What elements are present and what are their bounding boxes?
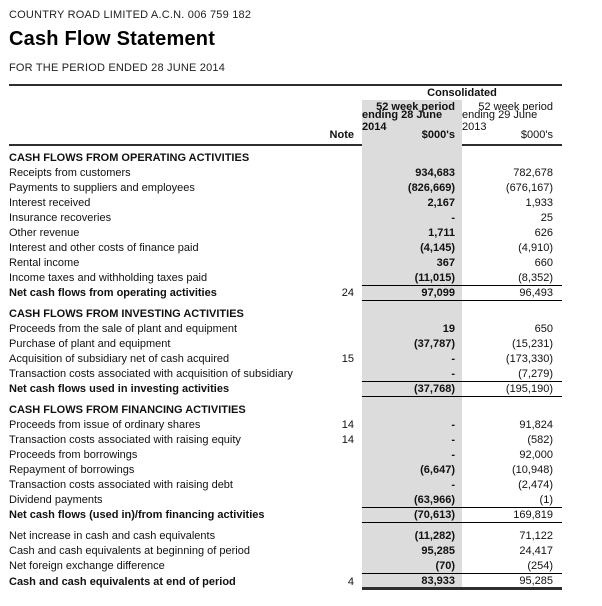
column-header-2013-units: $000's bbox=[520, 129, 553, 141]
table-body bbox=[9, 100, 562, 590]
table-row bbox=[9, 351, 562, 366]
value-2013-cell bbox=[462, 402, 562, 417]
row-label: Transaction costs associated with raising equity bbox=[9, 433, 241, 446]
note-cell bbox=[324, 558, 354, 573]
value-2014-cell: (37,768) bbox=[362, 381, 462, 397]
value-2013-cell: 24,417 bbox=[519, 544, 553, 557]
value-2014-cell: 2,167 bbox=[427, 196, 455, 209]
value-2014-cell: 19 bbox=[442, 322, 455, 335]
spacer bbox=[354, 477, 362, 492]
value-2014-cell: 367 bbox=[436, 256, 455, 269]
document-header bbox=[0, 0, 602, 74]
note-cell bbox=[324, 240, 354, 255]
value-2013-cell: (1) bbox=[539, 493, 553, 506]
value-2014-cell: - bbox=[451, 478, 455, 491]
row-label: Net increase in cash and cash equivalents bbox=[9, 529, 216, 542]
value-2014-cell: - bbox=[451, 433, 455, 446]
page-title: Cash Flow Statement bbox=[9, 28, 216, 50]
row-label: Dividend payments bbox=[9, 493, 103, 506]
section-header-row bbox=[9, 402, 562, 417]
value-2014-cell: (63,966) bbox=[414, 493, 455, 506]
note-cell bbox=[324, 225, 354, 240]
spacer bbox=[354, 492, 362, 507]
value-2013-cell: (195,190) bbox=[462, 381, 562, 397]
spacer bbox=[354, 180, 362, 195]
section-header-row bbox=[9, 150, 562, 165]
note-cell bbox=[324, 507, 354, 523]
spacer bbox=[354, 417, 362, 432]
row-label: CASH FLOWS FROM OPERATING ACTIVITIES bbox=[9, 151, 250, 164]
column-header-line3 bbox=[9, 128, 562, 142]
value-2014-cell: (11,282) bbox=[414, 529, 455, 542]
note-cell bbox=[324, 180, 354, 195]
value-2014-cell: (11,015) bbox=[414, 271, 455, 284]
spacer bbox=[354, 573, 362, 590]
spacer bbox=[354, 462, 362, 477]
spacer bbox=[354, 366, 362, 381]
note-cell bbox=[324, 462, 354, 477]
value-2013-cell: 626 bbox=[534, 226, 553, 239]
spacer bbox=[354, 381, 362, 397]
value-2014-cell: (6,647) bbox=[420, 463, 455, 476]
row-label: Repayment of borrowings bbox=[9, 463, 135, 476]
value-2013-cell: (15,231) bbox=[512, 337, 553, 350]
spacer bbox=[354, 255, 362, 270]
spacer bbox=[354, 285, 362, 301]
table-row bbox=[9, 336, 562, 351]
value-2014-cell: 97,099 bbox=[362, 285, 462, 301]
spacer bbox=[354, 336, 362, 351]
value-2013-cell: 71,122 bbox=[519, 529, 553, 542]
value-2014-cell: (4,145) bbox=[420, 241, 455, 254]
column-header-line2 bbox=[9, 109, 562, 133]
value-2014-cell: - bbox=[451, 211, 455, 224]
table-row bbox=[9, 492, 562, 507]
value-2014-cell: - bbox=[451, 418, 455, 431]
row-label: Insurance recoveries bbox=[9, 211, 112, 224]
value-2013-cell: 1,933 bbox=[525, 196, 553, 209]
note-cell bbox=[324, 477, 354, 492]
period-subtitle: FOR THE PERIOD ENDED 28 JUNE 2014 bbox=[9, 62, 226, 74]
subtotal-row bbox=[9, 507, 562, 523]
column-header-2014-units: $000's bbox=[421, 129, 455, 141]
table-row bbox=[9, 417, 562, 432]
value-2013-cell: (173,330) bbox=[505, 352, 553, 365]
spacer bbox=[354, 432, 362, 447]
note-cell bbox=[324, 306, 354, 321]
row-label: Cash and cash equivalents at end of period bbox=[9, 575, 236, 588]
subtotal-row bbox=[9, 381, 562, 397]
row-label: Net cash flows from operating activities bbox=[9, 287, 217, 299]
note-cell bbox=[324, 447, 354, 462]
spacer bbox=[354, 195, 362, 210]
section-header-row bbox=[9, 306, 562, 321]
note-cell bbox=[324, 150, 354, 165]
spacer bbox=[354, 321, 362, 336]
row-label: CASH FLOWS FROM FINANCING ACTIVITIES bbox=[9, 403, 246, 416]
note-column-header: Note bbox=[329, 129, 354, 141]
value-2013-cell: (676,167) bbox=[505, 181, 553, 194]
spacer bbox=[354, 507, 362, 523]
row-label: Net cash flows used in investing activities bbox=[9, 383, 230, 395]
spacer bbox=[354, 543, 362, 558]
value-2014-cell bbox=[362, 306, 462, 321]
column-header-2013-date: ending 29 June 2013 bbox=[462, 109, 538, 133]
row-label: Interest and other costs of finance paid bbox=[9, 241, 199, 254]
row-label: Acquisition of subsidiary net of cash acquired bbox=[9, 352, 230, 365]
note-cell: 15 bbox=[341, 352, 354, 365]
table-row bbox=[9, 195, 562, 210]
note-cell: 14 bbox=[341, 418, 354, 431]
note-cell: 14 bbox=[341, 433, 354, 446]
spacer bbox=[354, 150, 362, 165]
table-row bbox=[9, 225, 562, 240]
value-2014-cell: 1,711 bbox=[428, 226, 455, 239]
cash-flow-table bbox=[9, 84, 562, 590]
value-2014-cell bbox=[362, 402, 462, 417]
spacer bbox=[354, 165, 362, 180]
value-2013-cell: 660 bbox=[534, 256, 553, 269]
table-row bbox=[9, 528, 562, 543]
row-label: Other revenue bbox=[9, 226, 80, 239]
value-2014-cell: 934,683 bbox=[415, 166, 455, 179]
table-row bbox=[9, 432, 562, 447]
note-cell bbox=[324, 336, 354, 351]
note-cell bbox=[324, 381, 354, 397]
row-label: Transaction costs associated with raising debt bbox=[9, 478, 233, 491]
value-2013-cell: (582) bbox=[527, 433, 553, 446]
row-label: Proceeds from issue of ordinary shares bbox=[9, 418, 201, 431]
table-rows bbox=[9, 146, 562, 590]
consolidated-group-header bbox=[9, 86, 562, 100]
consolidated-label: Consolidated bbox=[427, 87, 497, 99]
spacer bbox=[354, 528, 362, 543]
table-row bbox=[9, 165, 562, 180]
note-cell bbox=[324, 321, 354, 336]
row-label: Proceeds from borrowings bbox=[9, 448, 138, 461]
value-2014-cell: (70,613) bbox=[362, 507, 462, 523]
column-header-2014: 52 week period bbox=[376, 101, 455, 113]
value-2014-cell: (826,669) bbox=[407, 181, 455, 194]
column-headers bbox=[9, 100, 562, 146]
table-row bbox=[9, 270, 562, 285]
value-2013-cell: (10,948) bbox=[512, 463, 553, 476]
total-row bbox=[9, 573, 562, 590]
row-label: Net cash flows (used in)/from financing activities bbox=[9, 509, 265, 521]
note-cell bbox=[324, 210, 354, 225]
value-2014-cell: - bbox=[451, 367, 455, 380]
value-2013-cell bbox=[462, 150, 562, 165]
column-header-2013: 52 week period bbox=[478, 101, 553, 113]
note-cell bbox=[324, 366, 354, 381]
value-2013-cell: 96,493 bbox=[462, 285, 562, 301]
note-cell bbox=[324, 402, 354, 417]
row-label: Transaction costs associated with acquisition of subsidiary bbox=[9, 367, 293, 380]
spacer bbox=[354, 558, 362, 573]
note-cell: 24 bbox=[341, 287, 354, 299]
spacer bbox=[354, 240, 362, 255]
spacer bbox=[354, 447, 362, 462]
column-header-2014-date: ending 28 June 2014 bbox=[362, 109, 443, 133]
row-label: Purchase of plant and equipment bbox=[9, 337, 171, 350]
spacer bbox=[354, 210, 362, 225]
value-2013-cell: (7,279) bbox=[518, 367, 553, 380]
note-cell: 4 bbox=[347, 575, 354, 588]
value-2014-cell: 83,933 bbox=[362, 573, 462, 590]
table-row bbox=[9, 180, 562, 195]
value-2014-cell bbox=[362, 150, 462, 165]
value-2013-cell: 650 bbox=[534, 322, 553, 335]
note-cell bbox=[324, 528, 354, 543]
table-row bbox=[9, 447, 562, 462]
note-cell bbox=[324, 165, 354, 180]
row-label: Interest received bbox=[9, 196, 91, 209]
row-label: CASH FLOWS FROM INVESTING ACTIVITIES bbox=[9, 307, 244, 320]
value-2013-cell: 25 bbox=[540, 211, 553, 224]
value-2013-cell bbox=[462, 306, 562, 321]
subtotal-row bbox=[9, 285, 562, 301]
value-2013-cell: 95,285 bbox=[462, 573, 562, 590]
row-label: Cash and cash equivalents at beginning of period bbox=[9, 544, 250, 557]
row-label: Receipts from customers bbox=[9, 166, 131, 179]
value-2013-cell: (254) bbox=[527, 559, 553, 572]
table-row bbox=[9, 210, 562, 225]
spacer bbox=[354, 402, 362, 417]
note-cell bbox=[324, 195, 354, 210]
table-row bbox=[9, 558, 562, 573]
value-2014-cell: - bbox=[451, 448, 455, 461]
spacer bbox=[354, 351, 362, 366]
table-row bbox=[9, 321, 562, 336]
table-row bbox=[9, 240, 562, 255]
value-2013-cell: (8,352) bbox=[518, 271, 553, 284]
value-2013-cell: (4,910) bbox=[518, 241, 553, 254]
note-cell bbox=[324, 270, 354, 285]
company-name: COUNTRY ROAD LIMITED A.C.N. 006 759 182 bbox=[9, 9, 252, 21]
value-2013-cell: (2,474) bbox=[518, 478, 553, 491]
table-row bbox=[9, 477, 562, 492]
value-2013-cell: 92,000 bbox=[519, 448, 553, 461]
table-row bbox=[9, 462, 562, 477]
spacer bbox=[354, 270, 362, 285]
table-row bbox=[9, 255, 562, 270]
value-2014-cell: (37,787) bbox=[414, 337, 455, 350]
value-2014-cell: 95,285 bbox=[421, 544, 455, 557]
value-2013-cell: 169,819 bbox=[462, 507, 562, 523]
row-label: Proceeds from the sale of plant and equipment bbox=[9, 322, 238, 335]
row-label: Rental income bbox=[9, 256, 80, 269]
row-label: Income taxes and withholding taxes paid bbox=[9, 271, 208, 284]
note-cell bbox=[324, 543, 354, 558]
table-row bbox=[9, 366, 562, 381]
note-cell bbox=[324, 255, 354, 270]
row-label: Net foreign exchange difference bbox=[9, 559, 165, 572]
value-2014-cell: (70) bbox=[435, 559, 455, 572]
note-cell bbox=[324, 492, 354, 507]
spacer bbox=[354, 306, 362, 321]
spacer bbox=[354, 225, 362, 240]
table-row bbox=[9, 543, 562, 558]
value-2013-cell: 782,678 bbox=[513, 166, 553, 179]
value-2014-cell: - bbox=[451, 352, 455, 365]
row-label: Payments to suppliers and employees bbox=[9, 181, 195, 194]
value-2013-cell: 91,824 bbox=[519, 418, 553, 431]
